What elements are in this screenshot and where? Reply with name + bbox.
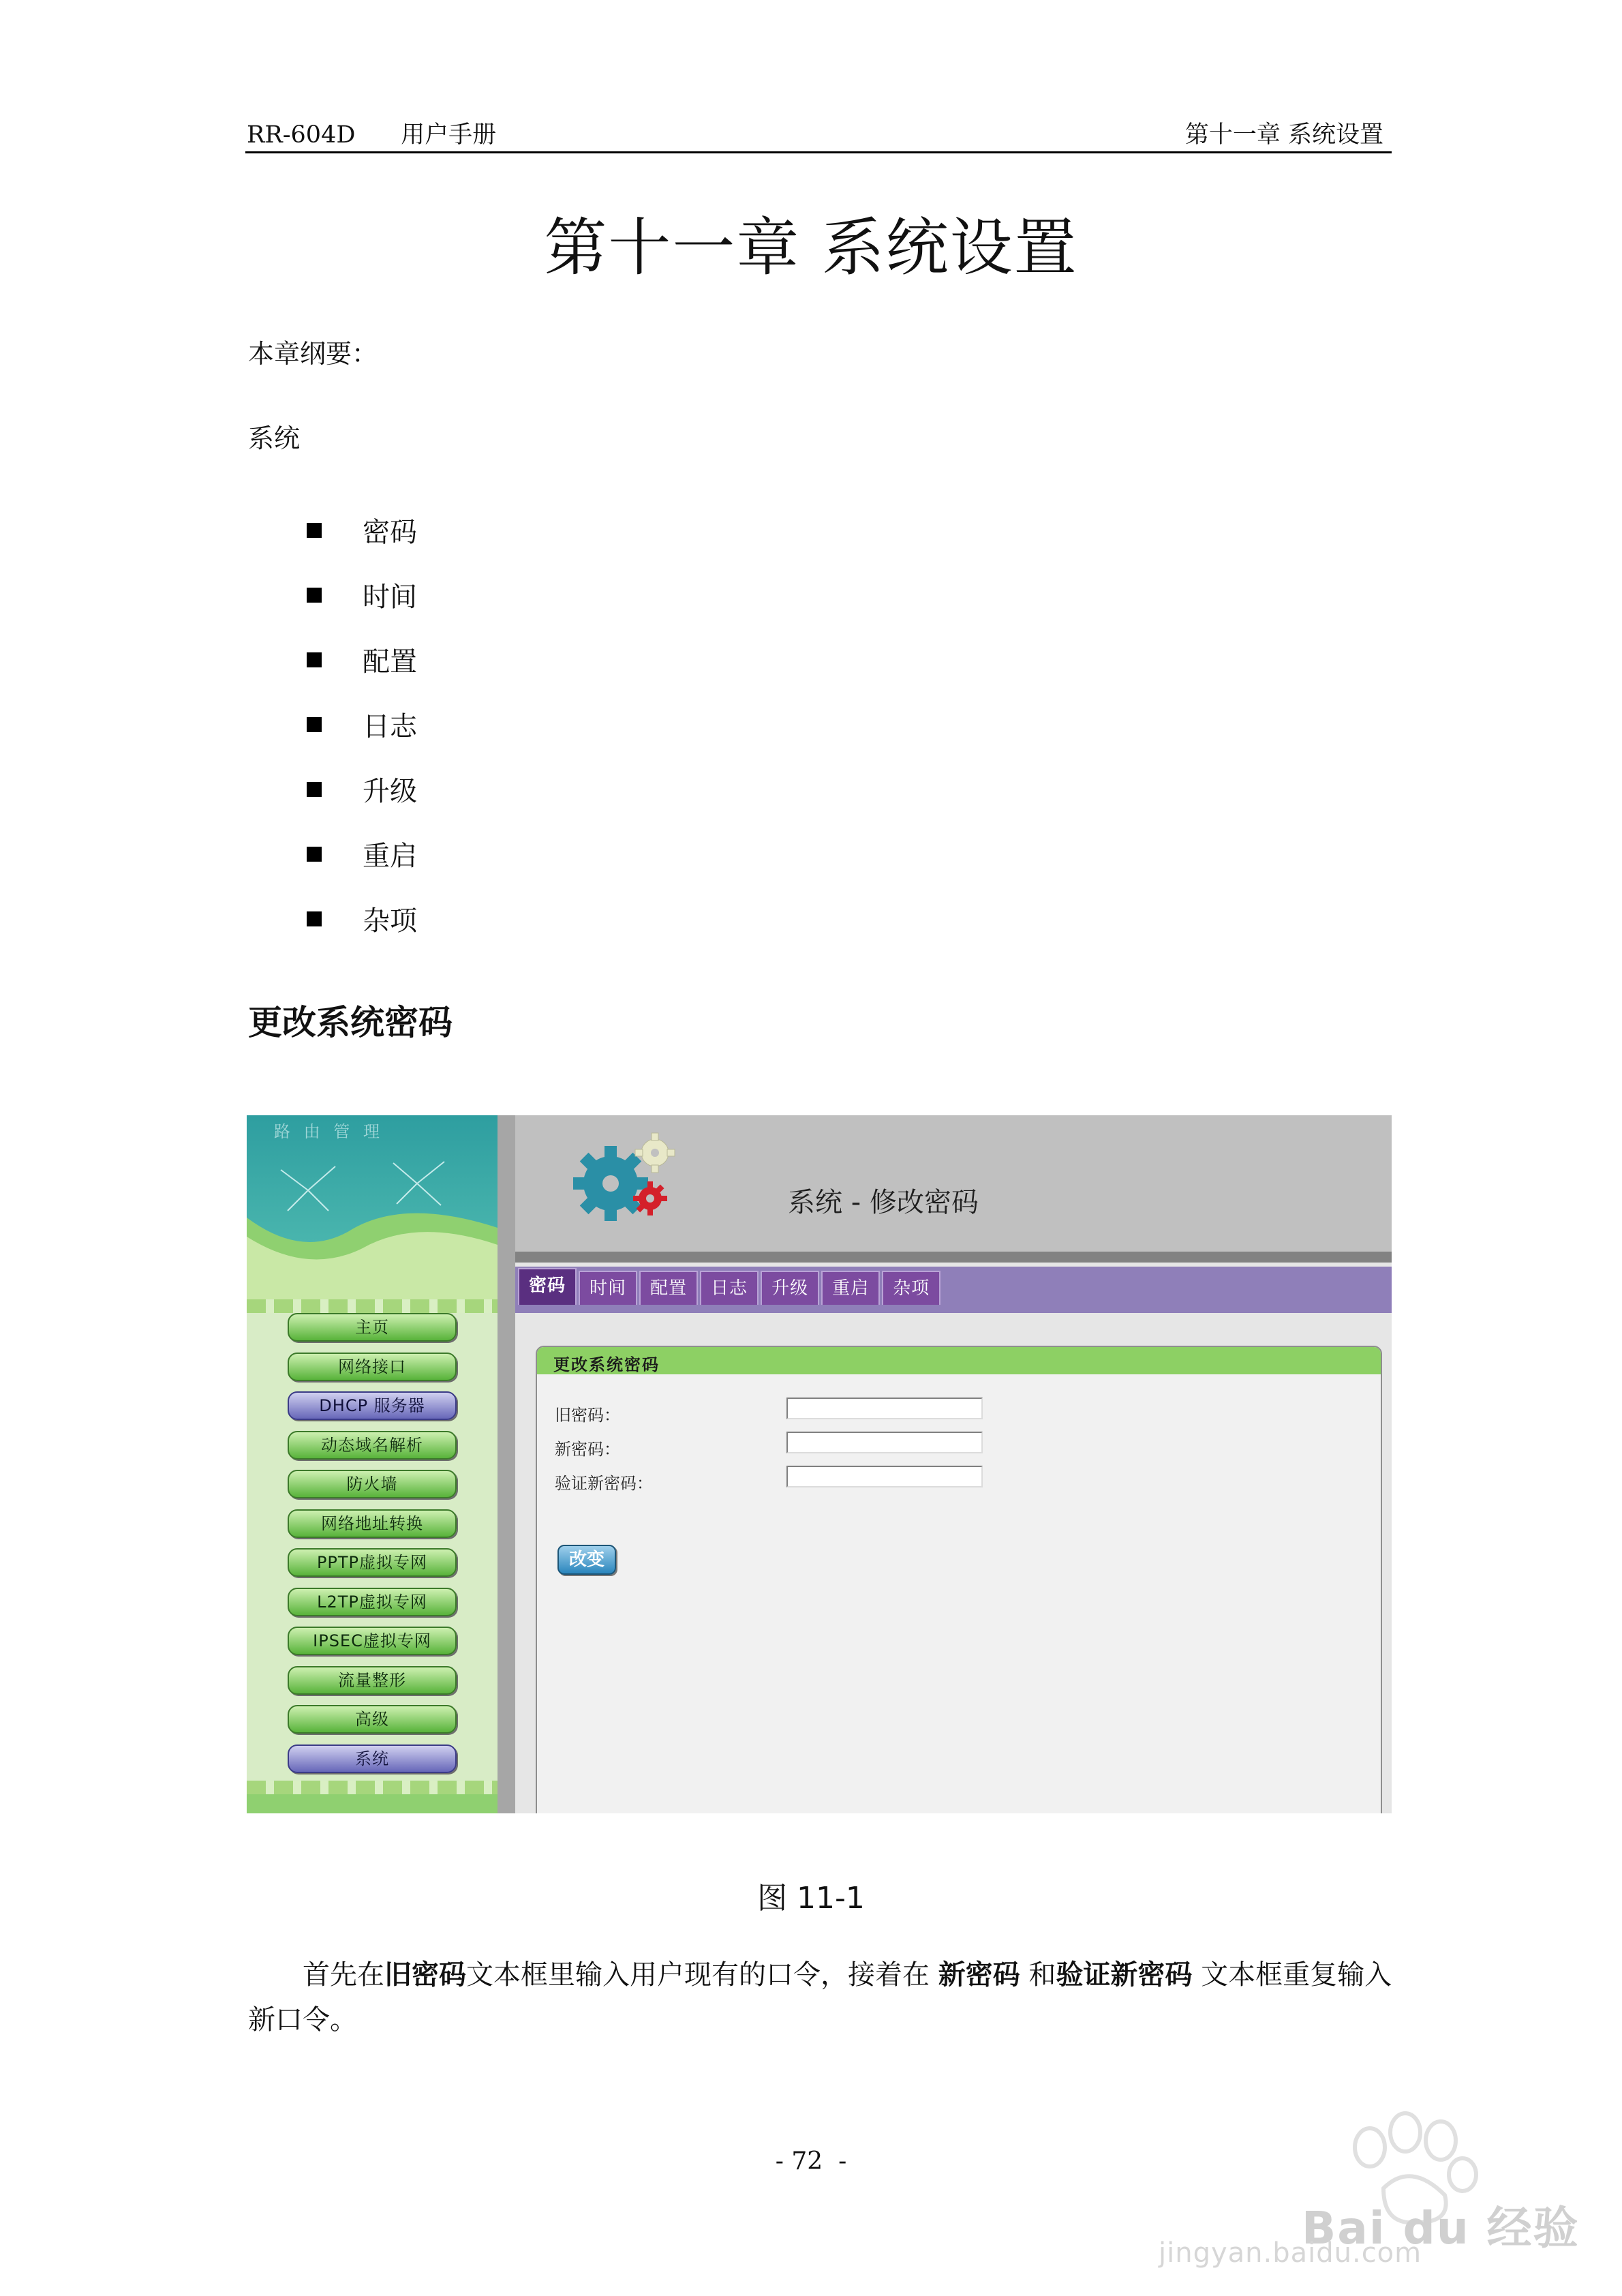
tab-password[interactable]: 密码 bbox=[518, 1268, 577, 1305]
new-password-label: 新密码： bbox=[555, 1440, 620, 1459]
bullet-square-icon bbox=[307, 523, 322, 538]
banner-artwork bbox=[247, 1115, 498, 1303]
tab-reboot[interactable]: 重启 bbox=[821, 1271, 880, 1305]
list-item bbox=[307, 562, 417, 627]
body-text-part: 文本框里输入用户现有的口令，接着在 bbox=[466, 1959, 938, 1991]
list-item bbox=[307, 757, 417, 821]
menu-ipsec-button[interactable]: IPSEC虚拟专网 bbox=[288, 1627, 457, 1655]
menu-firewall-button[interactable]: 防火墙 bbox=[288, 1470, 457, 1498]
sidebar-strip-top bbox=[247, 1299, 498, 1313]
tab-list bbox=[518, 1271, 943, 1305]
menu-network-interface-button[interactable]: 网络接口 bbox=[288, 1353, 457, 1381]
body-text-part: 和 bbox=[1020, 1959, 1056, 1991]
verify-password-input[interactable] bbox=[786, 1466, 983, 1487]
watermark-brand: Bai du 经验 bbox=[1302, 2202, 1580, 2254]
body-term-new-password: 新密码 bbox=[938, 1959, 1020, 1991]
watermark-url: jingyan.baidu.com bbox=[1159, 2237, 1422, 2269]
tab-misc[interactable]: 杂项 bbox=[882, 1271, 940, 1305]
header-left-text: RR-604D 用户手册 bbox=[247, 121, 497, 149]
figure-caption: 图 11-1 bbox=[757, 1881, 865, 1916]
sidebar-divider bbox=[498, 1115, 515, 1813]
menu-pptp-button[interactable]: PPTP虚拟专网 bbox=[288, 1548, 457, 1577]
router-ui-screenshot bbox=[247, 1115, 1392, 1813]
tab-log[interactable]: 日志 bbox=[700, 1271, 759, 1305]
outline-label: 本章纲要： bbox=[248, 339, 378, 369]
system-label: 系统 bbox=[248, 423, 301, 453]
main-content bbox=[515, 1115, 1392, 1813]
menu-ddns-button[interactable]: 动态域名解析 bbox=[288, 1431, 457, 1460]
bullet-list bbox=[307, 498, 417, 951]
title-band bbox=[515, 1252, 1392, 1263]
bullet-square-icon bbox=[307, 782, 322, 797]
sidebar bbox=[247, 1115, 498, 1813]
menu-nat-button[interactable]: 网络地址转换 bbox=[288, 1509, 457, 1538]
body-term-old-password: 旧密码 bbox=[384, 1959, 466, 1991]
menu-traffic-shaping-button[interactable]: 流量整形 bbox=[288, 1666, 457, 1695]
menu-dhcp-button[interactable]: DHCP 服务器 bbox=[288, 1391, 457, 1420]
bullet-square-icon bbox=[307, 588, 322, 603]
title-area bbox=[515, 1115, 1392, 1252]
list-item bbox=[307, 627, 417, 692]
bullet-square-icon bbox=[307, 652, 322, 667]
list-item bbox=[307, 821, 417, 886]
menu-system-button[interactable]: 系统 bbox=[288, 1744, 457, 1773]
sidebar-menu bbox=[288, 1313, 457, 1813]
bullet-square-icon bbox=[307, 911, 322, 926]
gears-icon bbox=[563, 1115, 699, 1252]
panel-header bbox=[537, 1347, 1381, 1374]
header-right-text: 第十一章 系统设置 bbox=[1184, 121, 1383, 149]
sidebar-footer bbox=[247, 1794, 498, 1813]
banner-text: 路 由 管 理 bbox=[274, 1122, 384, 1141]
body-text-part: 首先在 bbox=[303, 1959, 384, 1991]
list-item bbox=[307, 498, 417, 562]
old-password-input[interactable] bbox=[786, 1398, 983, 1419]
body-term-verify-password: 验证新密码 bbox=[1056, 1959, 1193, 1991]
new-password-input[interactable] bbox=[786, 1432, 983, 1453]
bullet-label: 时间 bbox=[363, 581, 417, 613]
page-number: - 72 - bbox=[775, 2147, 847, 2175]
bullet-label: 配置 bbox=[363, 646, 417, 678]
bullet-label: 密码 bbox=[363, 517, 417, 548]
bullet-label: 重启 bbox=[363, 841, 417, 872]
old-password-label: 旧密码： bbox=[555, 1406, 620, 1425]
bullet-label: 日志 bbox=[363, 711, 417, 742]
change-button[interactable]: 改变 bbox=[557, 1545, 616, 1575]
chapter-title: 第十一章 系统设置 bbox=[544, 211, 1078, 284]
list-item bbox=[307, 692, 417, 757]
body-text-part: 文本框重复输入新口令。 bbox=[248, 1959, 1392, 2036]
menu-advanced-button[interactable]: 高级 bbox=[288, 1705, 457, 1734]
bullet-square-icon bbox=[307, 717, 322, 732]
header-rule bbox=[245, 151, 1392, 153]
verify-password-label: 验证新密码： bbox=[555, 1474, 653, 1493]
page-title: 系统 - 修改密码 bbox=[788, 1187, 979, 1218]
bullet-label: 杂项 bbox=[363, 905, 417, 937]
bullet-label: 升级 bbox=[363, 776, 417, 807]
bullet-square-icon bbox=[307, 847, 322, 862]
sidebar-banner bbox=[247, 1115, 498, 1303]
body-paragraph bbox=[248, 1952, 1393, 2042]
menu-l2tp-button[interactable]: L2TP虚拟专网 bbox=[288, 1588, 457, 1616]
tab-upgrade[interactable]: 升级 bbox=[761, 1271, 819, 1305]
menu-home-button[interactable]: 主页 bbox=[288, 1313, 457, 1342]
tab-config[interactable]: 配置 bbox=[639, 1271, 698, 1305]
sidebar-strip-bottom bbox=[247, 1781, 498, 1794]
panel-title: 更改系统密码 bbox=[553, 1355, 660, 1374]
change-password-panel bbox=[536, 1346, 1382, 1813]
list-item bbox=[307, 886, 417, 951]
section-heading: 更改系统密码 bbox=[248, 1003, 453, 1042]
tab-time[interactable]: 时间 bbox=[579, 1271, 637, 1305]
